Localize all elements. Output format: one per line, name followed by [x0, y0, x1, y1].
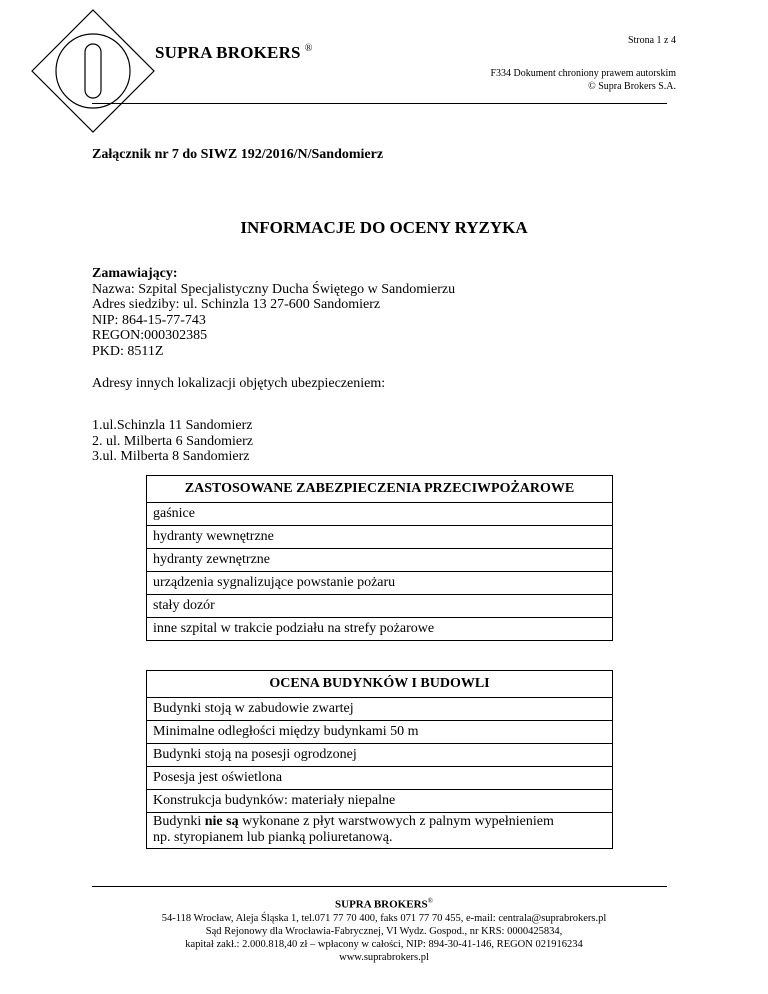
building-table-row: Posesja jest oświetlona [147, 767, 613, 790]
address-list [92, 418, 253, 465]
building-table-row: Budynki stoją w zabudowie zwartej [147, 698, 613, 721]
client-pkd: PKD: 8511Z [92, 343, 164, 359]
header-divider [92, 103, 667, 104]
address-item: 2. ul. Milberta 6 Sandomierz [92, 433, 253, 449]
fire-protection-table [146, 475, 613, 641]
fire-table-header: ZASTOSOWANE ZABEZPIECZENIA PRZECIWPOŻAROWE [147, 476, 613, 503]
footer-registry: Sąd Rejonowy dla Wrocławia-Fabrycznej, VI Wydz. Gospod., nr KRS: 0000425834, [205, 925, 563, 937]
client-nip: NIP: 864-15-77-743 [92, 312, 206, 328]
page-number: Strona 1 z 4 [627, 35, 676, 46]
fire-table-row: hydranty wewnętrzne [147, 526, 613, 549]
client-info [92, 266, 455, 360]
copyright-line-1: F334 Dokument chroniony prawem autorskim [490, 68, 676, 79]
emphasis-not: nie są [204, 814, 239, 829]
footer-divider [92, 886, 667, 887]
footer-capital: kapitał zakł.: 2.000.818,40 zł – wpłacony w całości, NIP: 894-30-41-146, REGON 021916234 [185, 938, 583, 950]
fire-table-row: gaśnice [147, 503, 613, 526]
brand-name: SUPRA BROKERS ® [155, 43, 313, 62]
client-regon: REGON:000302385 [92, 328, 208, 344]
fire-table-row: urządzenia sygnalizujące powstanie pożaru [147, 572, 613, 595]
address-item: 1.ul.Schinzla 11 Sandomierz [92, 418, 253, 433]
footer-address: 54-118 Wrocław, Aleja Śląska 1, tel.071 77 70 400, faks 071 77 70 455, e-mail: centrala@suprabrokers.pl [161, 912, 607, 924]
building-table-row: Konstrukcja budynków: materiały niepalne [147, 790, 613, 813]
footer-website: www.suprabrokers.pl [339, 951, 429, 963]
supra-brokers-logo [30, 8, 156, 134]
fire-table-row: hydranty zewnętrzne [147, 549, 613, 572]
copyright-notice [490, 67, 676, 93]
copyright-line-2: © Supra Brokers S.A. [588, 81, 676, 92]
client-name: Nazwa: Szpital Specjalistyczny Ducha Świętego w Sandomierzu [92, 281, 456, 297]
document-title: INFORMACJE DO OCENY RYZYKA [240, 218, 528, 237]
annex-reference: Załącznik nr 7 do SIWZ 192/2016/N/Sandomierz [92, 147, 384, 162]
building-table-row: Minimalne odległości między budynkami 50 m [147, 721, 613, 744]
fire-table-row: stały dozór [147, 595, 613, 618]
footer [0, 895, 768, 964]
building-table-row-panels: Budynki nie są wykonane z płyt warstwowych z palnym wypełnieniem np. styropianem lub pianką poliuretanową. [147, 813, 613, 849]
registered-mark: ® [304, 43, 313, 54]
building-table-row: Budynki stoją na posesji ogrodzonej [147, 744, 613, 767]
other-locations-label: Adresy innych lokalizacji objętych ubezpieczeniem: [92, 376, 386, 391]
fire-table-row: inne szpital w trakcie podziału na strefy pożarowe [147, 618, 613, 641]
address-item: 3.ul. Milberta 8 Sandomierz [92, 449, 250, 465]
client-heading: Zamawiający: [92, 266, 178, 281]
footer-brand: SUPRA BROKERS® [335, 897, 433, 911]
building-table-header: OCENA BUDYNKÓW I BUDOWLI [147, 671, 613, 698]
client-address: Adres siedziby: ul. Schinzla 13 27-600 Sandomierz [92, 297, 381, 313]
building-assessment-table [146, 670, 613, 849]
